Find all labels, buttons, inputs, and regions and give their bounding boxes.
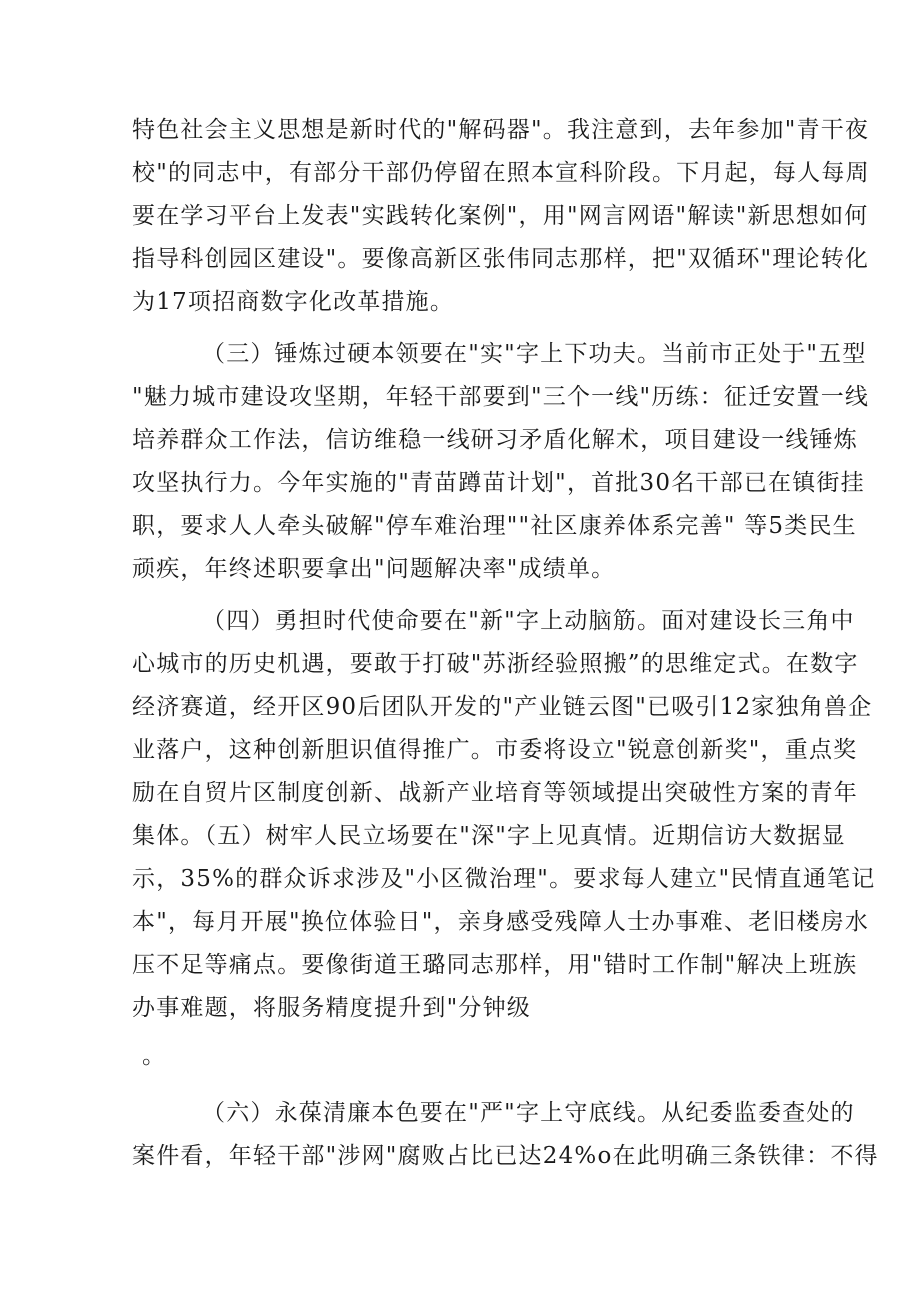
text-line: 励在自贸片区制度创新、战新产业培育等领域提出突破性方案的青年	[132, 780, 858, 806]
paragraph-start-line: （六）永葆清廉本色要在"严"字上守底线。从纪委监委查处的	[202, 1100, 855, 1126]
text-line: 案件看，年轻干部"涉网"腐败占比已达24%o在此明确三条铁律：不得	[132, 1143, 879, 1169]
text-line: 校"的同志中，有部分干部仍停留在照本宣科阶段。下月起，每人每周	[132, 160, 870, 186]
paragraph-start-line: （四）勇担时代使命要在"新"字上动脑筋。面对建设长三角中	[202, 608, 855, 634]
text-line: 培养群众工作法，信访维稳一线研习矛盾化解术，项目建设一线锤炼	[132, 427, 858, 453]
text-line: "魅力城市建设攻坚期，年轻干部要到"三个一线"历练：征迁安置一线	[132, 384, 870, 410]
text-line: 集体。（五）树牢人民立场要在"深"字上见真情。近期信访大数据显	[132, 823, 846, 849]
text-line: 。	[142, 1043, 167, 1069]
text-line: 示，35%的群众诉求涉及"小区微治理"。要求每人建立"民情直通笔记	[132, 866, 876, 892]
text-line: 特色社会主义思想是新时代的"解码器"。我注意到，去年参加"青干夜	[132, 117, 870, 143]
text-line: 顽疾，年终述职要拿出"问题解决率"成绩单。	[132, 556, 616, 582]
text-line: 要在学习平台上发表"实践转化案例"，用"网言网语"解读"新思想如何	[132, 203, 869, 229]
text-line: 指导科创园区建设"。要像高新区张伟同志那样，把"双循环"理论转化	[132, 246, 870, 272]
text-line: 经济赛道，经开区90后团队开发的"产业链云图"已吸引12家独角兽企	[132, 694, 873, 720]
text-line: 业落户，这种创新胆识值得推广。市委将设立"锐意创新奖"，重点奖	[132, 737, 858, 763]
text-line: 心城市的历史机遇，要敢于打破"苏浙经验照搬”的思维定式。在数字	[132, 651, 859, 677]
text-line: 攻坚执行力。今年实施的"青苗蹲苗计划"，首批30名干部已在镇街挂	[132, 470, 865, 496]
text-line: 办事难题，将服务精度提升到"分钟级	[132, 995, 531, 1021]
text-line: 压不足等痛点。要像街道王璐同志那样，用"错时工作制"解决上班族	[132, 952, 858, 978]
text-line: 为17项招商数字化改革措施。	[132, 289, 455, 315]
text-line: 本"，每月开展"换位体验日"，亲身感受残障人士办事难、老旧楼房水	[132, 909, 870, 935]
text-line: 职，要求人人牵头破解"停车难治理""社区康养体系完善" 等5类民生	[132, 513, 857, 539]
paragraph-start-line: （三）锤炼过硬本领要在"实"字上下功夫。当前市正处于"五型	[202, 341, 867, 367]
